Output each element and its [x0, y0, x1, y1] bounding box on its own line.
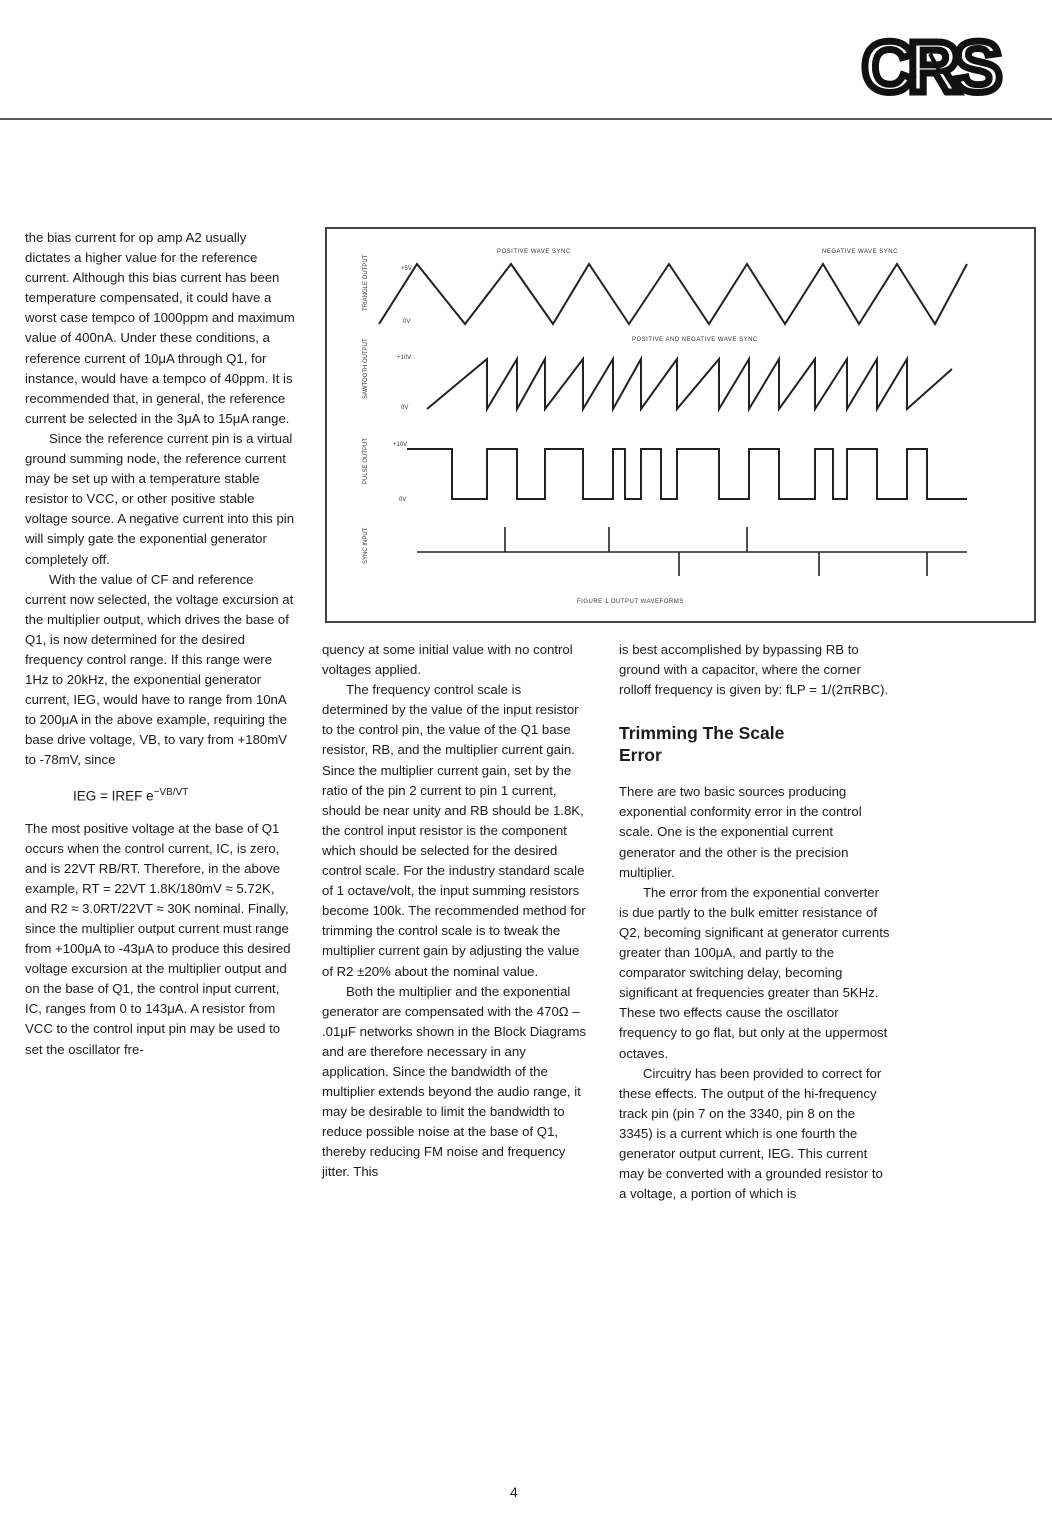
text-column-3: [619, 640, 891, 1204]
paragraph: the bias current for op amp A2 usually dictates a higher value for the reference current. Although this bias current has been temperature compensated, it could have a worst case tempco of 1000ppm and maximum value of 400nA. Under these conditions, a reference current of 10μA through Q1, for instance, would have a tempco of 40ppm. It is recommended that, in general, the reference current be selected in the 3μA to 15μA range.: [25, 230, 295, 426]
row-label-sawtooth: SAWTOOTH OUTPUT: [363, 338, 369, 399]
paragraph: The most positive voltage at the base of Q1 occurs when the control current, IC, is zero, and is 22VT RB/RT. Therefore, in the above example, RT = 22VT 1.8K/180mV ≈ 5.72K, and R2 ≈ 3.0RT/22VT ≈ 30K nominal. Finally, since the multiplier output current must range from +100μA to -43μA to produce this desired voltage excursion at the multiplier output and on the base of Q1, the control input current, IC, ranges from 0 to 143μA. A resistor from VCC to the control input pin may be used to set the oscillator fre-: [25, 820, 291, 1057]
voltage-label: 0V: [399, 497, 407, 503]
voltage-label: +10V: [397, 355, 412, 361]
sawtooth-waveform: [427, 359, 952, 409]
pulse-waveform: [407, 449, 967, 499]
label-positive-sync: POSITIVE WAVE SYNC: [497, 249, 571, 255]
equation: [73, 783, 295, 807]
paragraph: is best accomplished by bypassing RB to ground with a capacitor, where the corner rolloff frequency is given by: fLP = 1/(2πRBC).: [619, 642, 889, 698]
text-column-2: [322, 640, 590, 1183]
page-number: 4: [510, 1484, 518, 1500]
paragraph: The frequency control scale is determined by the value of the input resistor to the control pin, the value of the Q1 base resistor, RB, and the multiplier current gain. Since the multiplier current gain, set by the ratio of the pin 2 current to pin 1 current, should be near unity and RB should be 1.8K, the control input resistor is the component which should be selected for the desired control scale. For the industry standard scale of 1 octave/volt, the input summing resistors become 100k. The recommended method for trimming the control scale is to tweak the multiplier current gain by adjusting the value of R2 ±20% about the nominal value.: [322, 682, 586, 979]
label-both-sync: POSITIVE AND NEGATIVE WAVE SYNC: [632, 337, 758, 343]
paragraph: Circuitry has been provided to correct for these effects. The output of the hi-frequency track pin (pin 7 on the 3340, pin 8 on the 3345) is a current which is one fourth the generator output current, IEG. This current may be converted with a grounded resistor to a voltage, a portion of which is: [619, 1065, 883, 1202]
paragraph: The error from the exponential converter is due partly to the bulk emitter resistance of Q2, becoming significant at generator currents greater than 100μA, and partly to the comparator switching delay, becoming significant at frequencies greater than 5KHz. These two effects cause the oscillator frequency to go flat, but only at the uppermost octaves.: [619, 884, 890, 1061]
voltage-label: +10V: [393, 442, 408, 448]
svg-text:CRS: CRS: [862, 28, 997, 108]
paragraph: There are two basic sources producing exponential conformity error in the control scale. One is the exponential current generator and the other is the precision multiplier.: [619, 784, 862, 880]
voltage-label: 0V: [401, 405, 409, 411]
header-divider: [0, 118, 1052, 120]
paragraph: Both the multiplier and the exponential generator are compensated with the 470Ω – .01μF networks shown in the Block Diagrams and are therefore necessary in any application. Since the bandwidth of the multiplier extends beyond the audio range, it may be desirable to limit the bandwidth to reduce possible noise at the base of Q1, thereby reducing FM noise and frequency jitter. This: [322, 983, 587, 1180]
paragraph: Since the reference current pin is a virtual ground summing node, the reference current may be set up with a temperature stable resistor to VCC, or other positive stable voltage source. A negative current into this pin will simply gate the exponential generator completely off.: [25, 430, 295, 567]
output-waveforms-figure: [325, 227, 1036, 623]
paragraph: quency at some initial value with no control voltages applied.: [322, 642, 573, 678]
equation-exponent: −VB/VT: [153, 786, 189, 798]
text-column-1: [25, 228, 295, 1060]
row-label-sync: SYNC INPUT: [363, 527, 369, 564]
paragraph: With the value of CF and reference current now selected, the voltage excursion at the multiplier output, which drives the base of Q1, is now determined for the desired frequency control range. If this range were 1Hz to 20kHz, the exponential generator current, IEG, would have to range from 10nA to 200μA in the above example, requiring the base drive voltage, VB, to vary from +180mV to -78mV, since: [25, 571, 294, 768]
section-heading: Trimming The Scale Error: [619, 723, 785, 766]
triangle-waveform: [379, 264, 967, 324]
voltage-label: 0V: [403, 319, 411, 325]
row-label-pulse: PULSE OUTPUT: [363, 438, 369, 485]
brand-logo: [858, 18, 1044, 110]
equation-body: IEG = IREF e: [73, 788, 154, 804]
figure-caption: FIGURE 1 OUTPUT WAVEFORMS: [577, 599, 684, 605]
label-negative-sync: NEGATIVE WAVE SYNC: [822, 249, 898, 255]
voltage-label: +5V: [401, 266, 412, 272]
row-label-triangle: TRIANGLE OUTPUT: [363, 254, 369, 311]
